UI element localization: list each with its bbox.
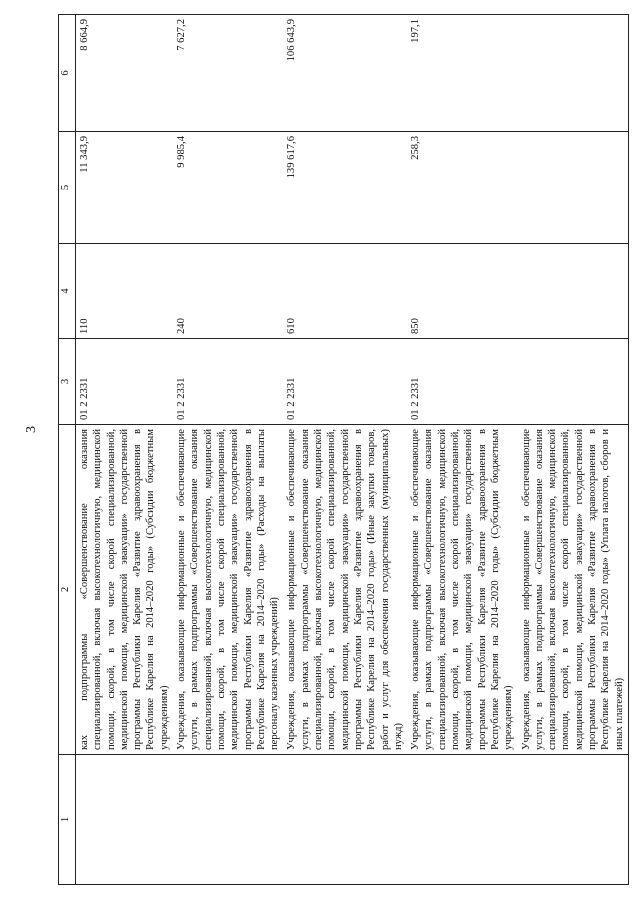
row-value2: 106 643,9 (283, 15, 407, 132)
row-col1 (283, 755, 407, 885)
row-value1 (518, 132, 629, 244)
row-col1 (518, 755, 629, 885)
row-description: Учреждения, оказывающие информационные и обеспечивающие услуги, в рамках подпрограммы «Совершенствование оказания специализированной, включая высокотехнологичную, медицинской помощи, скорой, в том числе скорой специализированной, медицинской помощи, медицинской эвакуации» государственной программы Республики Карелия «Развитие здравоохранения в Республике Карелия на 2014–2020 годы» (Иные закупки товаров, работ и услуг для обеспечения государственных (муниципальных) нужд) (283, 425, 407, 755)
header-row (59, 15, 76, 885)
row-value2: 197,1 (407, 15, 517, 132)
header-col-2: 2 (59, 425, 76, 755)
row-value1: 139 617,6 (283, 132, 407, 244)
header-col-5: 5 (59, 132, 76, 244)
row-code: 01 2 2331 (407, 339, 517, 425)
row-col1 (407, 755, 517, 885)
row-type: 240 (173, 244, 283, 339)
row-value2: 7 627,2 (173, 15, 283, 132)
row-code: 01 2 2331 (283, 339, 407, 425)
header-col-1: 1 (59, 755, 76, 885)
row-description: Учреждения, оказывающие информационные и обеспечивающие услуги, в рамках подпрограммы «Совершенствование оказания специализированной, включая высокотехнологичную, медицинской помощи, скорой, в том числе скорой специализированной, медицинской помощи, медицинской эвакуации» государственной программы Республики Карелия «Развитие здравоохранения в Республике Карелия на 2014–2020 годы» (Расходы на выплаты персоналу казенных учреждений) (173, 425, 283, 755)
row-description: ках подпрограммы «Совершенствование оказания специализированной, включая высокотехнологичную, медицинской помощи, скорой, в том числе скорой специализированной, медицинской помощи, медицинской эвакуации» государственной программы Республики Карелия «Развитие здравоохранения в Республике Карелия на 2014–2020 годы» (Субсидии бюджетным учреждениям) (76, 425, 174, 755)
row-col1 (173, 755, 283, 885)
row-type: 850 (407, 244, 517, 339)
table-row (173, 15, 283, 885)
row-code: 01 2 2331 (173, 339, 283, 425)
table-row (407, 15, 517, 885)
header-col-3: 3 (59, 339, 76, 425)
row-value2 (518, 15, 629, 132)
row-code: 01 2 2331 (76, 339, 174, 425)
row-description: Учреждения, оказывающие информационные и обеспечивающие услуги, в рамках подпрограммы «Совершенствование оказания специализированной, включая высокотехнологичную, медицинской помощи, скорой, в том числе скорой специализированной, медицинской помощи, медицинской эвакуации» государственной программы Республики Карелия «Развитие здравоохранения в Республике Карелия на 2014–2020 годы» (Субсидии бюджетным учреждениям) (407, 425, 517, 755)
row-value1: 9 985,4 (173, 132, 283, 244)
row-type: 110 (76, 244, 174, 339)
row-col1 (76, 755, 174, 885)
row-code (518, 339, 629, 425)
header-col-4: 4 (59, 244, 76, 339)
row-value1: 258,3 (407, 132, 517, 244)
row-value2: 8 664,9 (76, 15, 174, 132)
table-row (283, 15, 407, 885)
row-value1: 11 343,9 (76, 132, 174, 244)
table-row (76, 15, 174, 885)
header-col-6: 6 (59, 15, 76, 132)
budget-table (58, 14, 629, 885)
row-type: 610 (283, 244, 407, 339)
table-row (518, 15, 629, 885)
page-number: 3 (24, 426, 39, 433)
row-description: Учреждения, оказывающие информационные и обеспечивающие услуги, в рамках подпрограммы «Совершенствование оказания специализированной, включая высокотехнологичную, медицинской помощи, скорой, в том числе скорой специализированной, медицинской помощи, медицинской эвакуации» государственной программы Республики Карелия «Развитие здравоохранения в Республике Карелия на 2014–2020 годы» (Уплата налогов, сборов и иных платежей) (518, 425, 629, 755)
row-type (518, 244, 629, 339)
